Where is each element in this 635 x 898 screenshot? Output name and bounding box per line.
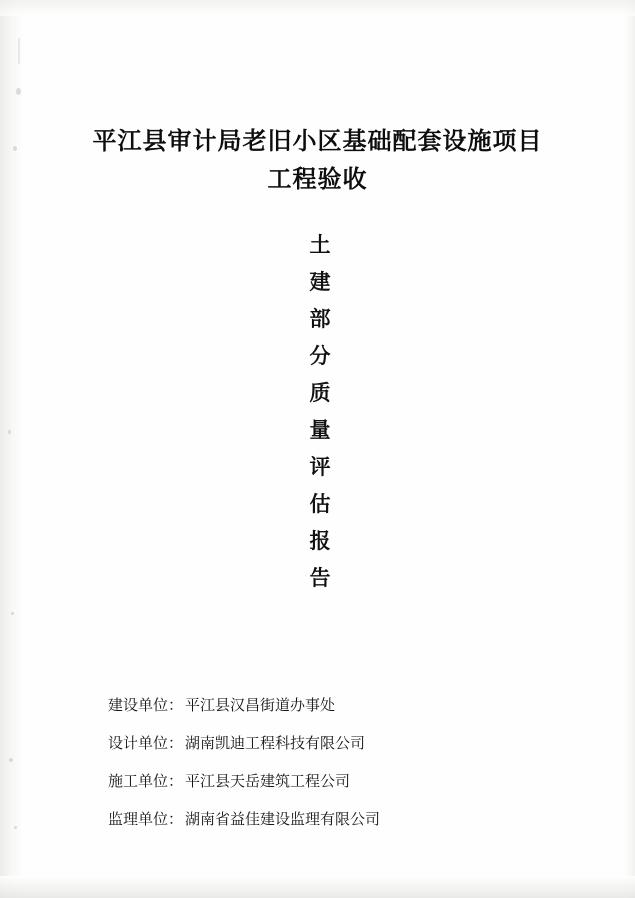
scan-artifact-speck: [16, 88, 21, 95]
unit-label: 施工单位：: [108, 772, 184, 790]
vertical-title-char: 量: [309, 417, 331, 442]
scan-edge-bottom: [0, 876, 635, 898]
scan-artifact-speck: [14, 826, 17, 829]
unit-value: 平江县天岳建筑工程公司: [185, 772, 351, 790]
vertical-title-char: 估: [309, 491, 331, 516]
document-title-line-2: 工程验收: [267, 164, 368, 193]
vertical-title-char: 分: [309, 343, 331, 368]
unit-label: 建设单位：: [108, 696, 184, 714]
unit-row-contractor: [108, 770, 568, 792]
vertical-title-char: 建: [309, 269, 331, 294]
unit-row-design: [108, 732, 568, 754]
vertical-title-char: 土: [309, 232, 331, 257]
unit-label: 监理单位：: [108, 810, 184, 828]
document-title: [0, 122, 635, 198]
scan-artifact-speck: [11, 612, 14, 615]
vertical-title-char: 评: [309, 454, 331, 479]
unit-value: 平江县汉昌街道办事处: [185, 696, 336, 714]
unit-label: 设计单位：: [108, 734, 184, 752]
scan-artifact-streak: [18, 38, 20, 64]
scan-artifact-speck: [9, 758, 13, 762]
scan-artifact-speck: [8, 430, 11, 434]
vertical-title-char: 部: [309, 306, 331, 331]
document-title-line-1: 平江县审计局老旧小区基础配套设施项目: [92, 126, 543, 155]
vertical-title-char: 报: [309, 528, 331, 553]
unit-row-supervisor: [108, 808, 568, 830]
unit-row-construction: [108, 694, 568, 716]
scan-edge-top: [0, 0, 635, 16]
vertical-report-title: [290, 226, 350, 596]
vertical-title-char: 告: [309, 565, 331, 590]
unit-value: 湖南省益佳建设监理有限公司: [185, 810, 381, 828]
vertical-title-char: 质: [309, 380, 331, 405]
unit-value: 湖南凯迪工程科技有限公司: [185, 734, 366, 752]
project-units-list: [108, 694, 568, 846]
